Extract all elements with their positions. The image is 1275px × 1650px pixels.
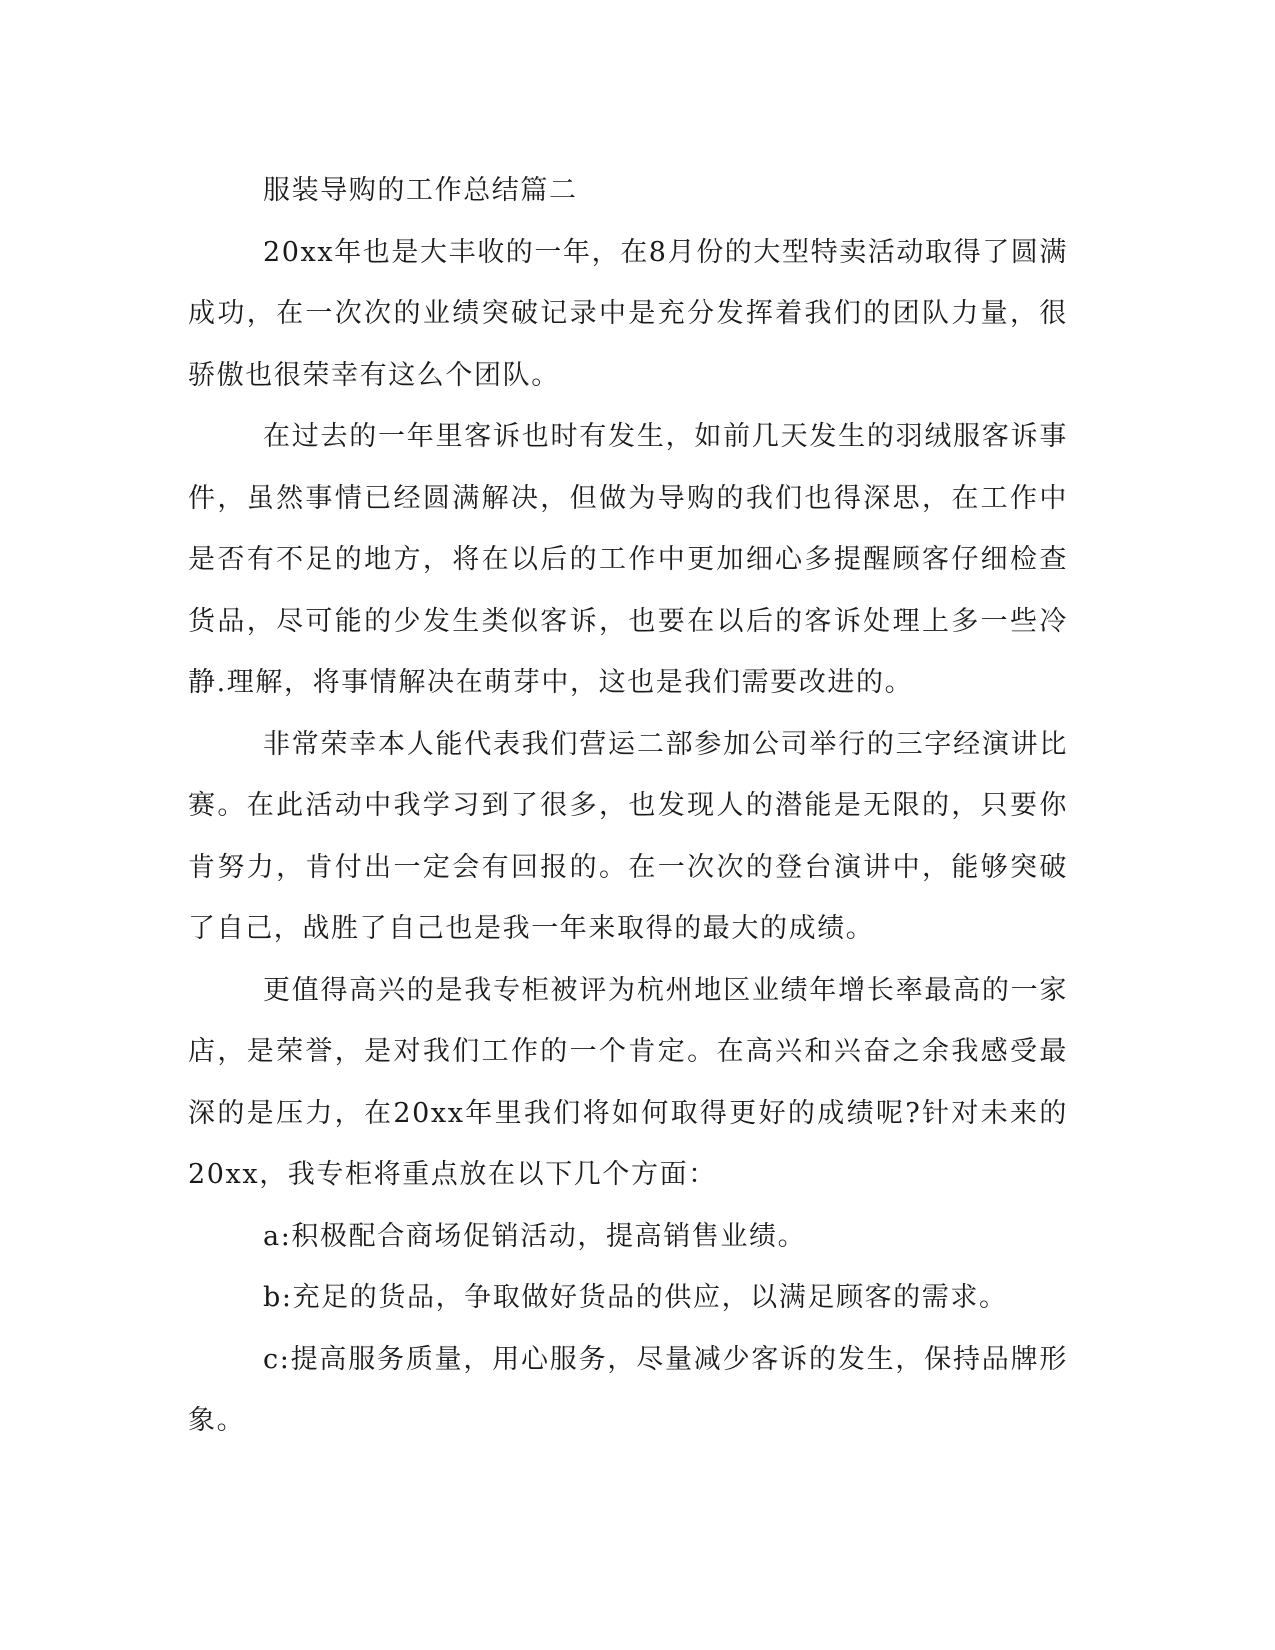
list-item-c: c:提高服务质量，用心服务，尽量减少客诉的发生，保持品牌形象。 xyxy=(188,1343,1068,1436)
list-item-a: a:积极配合商场促销活动，提高销售业绩。 xyxy=(263,1220,807,1252)
paragraph-growth-award: 更值得高兴的是我专柜被评为杭州地区业绩年增长率最高的一家店，是荣誉，是对我们工作的一个肯定。在高兴和兴奋之余我感受最深的是压力，在20xx年里我们将如何取得更好的成绩呢?针对未来的20xx，我专柜将重点放在以下几个方面： xyxy=(188,974,1068,1190)
paragraph-harvest: 20xx年也是大丰收的一年，在8月份的大型特卖活动取得了圆满成功，在一次次的业绩突破记录中是充分发挥着我们的团队力量，很骄傲也很荣幸有这么个团队。 xyxy=(188,236,1068,391)
document-title: 服装导购的工作总结篇二 xyxy=(263,175,578,206)
document-body xyxy=(188,160,1068,1452)
paragraph-speech-contest: 非常荣幸本人能代表我们营运二部参加公司举行的三字经演讲比赛。在此活动中我学习到了很多，也发现人的潜能是无限的，只要你肯努力，肯付出一定会有回报的。在一次次的登台演讲中，能够突破了自己，战胜了自己也是我一年来取得的最大的成绩。 xyxy=(188,728,1068,944)
list-item-b: b:充足的货品，争取做好货品的供应，以满足顾客的需求。 xyxy=(263,1282,1008,1313)
paragraph-complaints: 在过去的一年里客诉也时有发生，如前几天发生的羽绒服客诉事件，虽然事情已经圆满解决，但做为导购的我们也得深思，在工作中是否有不足的地方，将在以后的工作中更加细心多提醒顾客仔细检查货品，尽可能的少发生类似客诉，也要在以后的客诉处理上多一些冷静.理解，将事情解决在萌芽中，这也是我们需要改进的。 xyxy=(188,421,1068,698)
